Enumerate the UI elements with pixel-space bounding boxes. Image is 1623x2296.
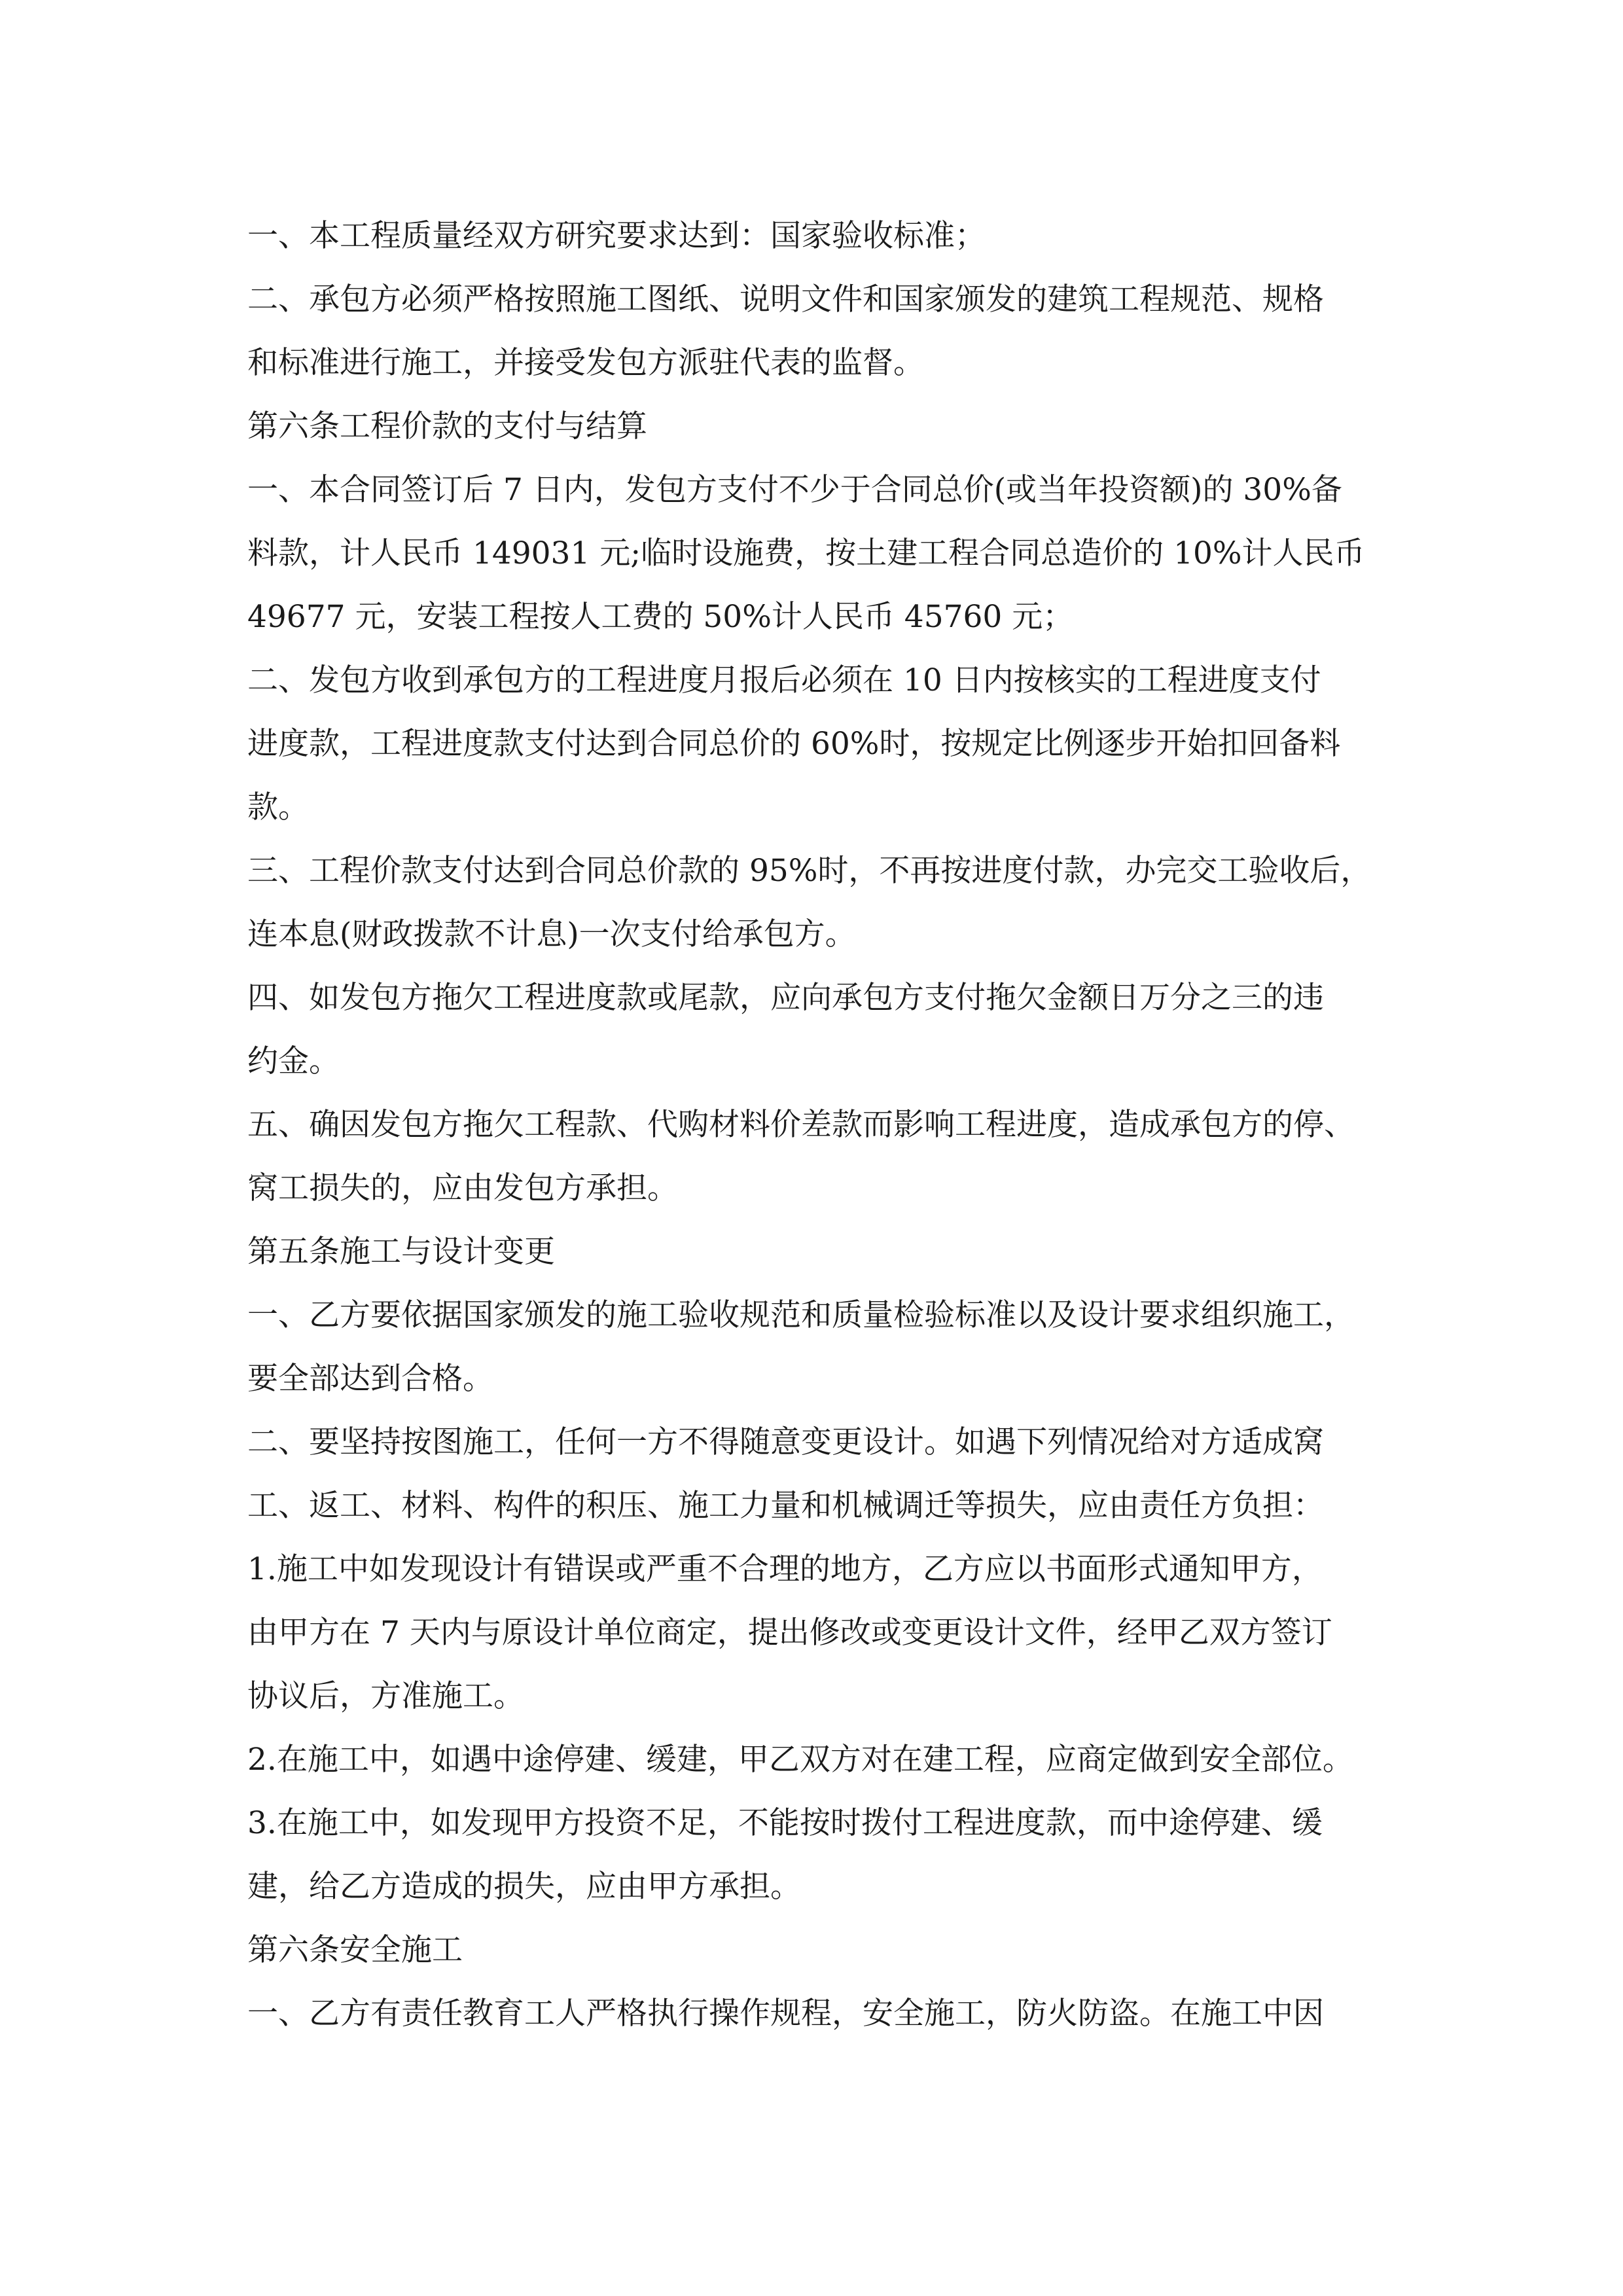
text-line: 约金。 <box>247 1043 340 1079</box>
text-line: 工、返工、材料、构件的积压、施工力量和机械调迁等损失，应由责任方负担： <box>247 1488 1324 1524</box>
text-line: 一、本合同签订后 7 日内，发包方支付不少于合同总价(或当年投资额)的 30%备 <box>247 472 1342 508</box>
text-line: 连本息(财政拨款不计息)一次支付给承包方。 <box>247 916 856 952</box>
text-line: 五、确因发包方拖欠工程款、代购材料价差款而影响工程进度，造成承包方的停、 <box>247 1107 1355 1143</box>
text-line: 建，给乙方造成的损失，应由甲方承担。 <box>247 1869 801 1905</box>
text-line: 三、工程价款支付达到合同总价款的 95%时，不再按进度付款，办完交工验收后， <box>247 853 1372 889</box>
text-line: 2.在施工中，如遇中途停建、缓建，甲乙双方对在建工程，应商定做到安全部位。 <box>247 1742 1353 1778</box>
section-heading: 第六条工程价款的支付与结算 <box>247 408 647 444</box>
text-line: 进度款，工程进度款支付达到合同总价的 60%时，按规定比例逐步开始扣回备料 <box>247 726 1341 762</box>
text-line: 1.施工中如发现设计有错误或严重不合理的地方，乙方应以书面形式通知甲方， <box>247 1551 1323 1587</box>
text-line: 和标准进行施工，并接受发包方派驻代表的监督。 <box>247 345 924 381</box>
text-line: 一、乙方要依据国家颁发的施工验收规范和质量检验标准以及设计要求组织施工， <box>247 1297 1355 1333</box>
text-line: 二、发包方收到承包方的工程进度月报后必须在 10 日内按核实的工程进度支付 <box>247 662 1321 698</box>
text-line: 四、如发包方拖欠工程进度款或尾款，应向承包方支付拖欠金额日万分之三的违 <box>247 980 1324 1016</box>
text-line: 要全部达到合格。 <box>247 1361 493 1397</box>
document-body <box>247 204 1386 2045</box>
text-line: 窝工损失的，应由发包方承担。 <box>247 1170 678 1206</box>
section-heading: 第六条安全施工 <box>247 1932 463 1968</box>
text-line: 二、承包方必须严格按照施工图纸、说明文件和国家颁发的建筑工程规范、规格 <box>247 281 1324 317</box>
text-line: 二、要坚持按图施工，任何一方不得随意变更设计。如遇下列情况给对方适成窝 <box>247 1424 1324 1460</box>
text-line: 款。 <box>247 789 309 825</box>
text-line: 3.在施工中，如发现甲方投资不足，不能按时拨付工程进度款，而中途停建、缓 <box>247 1805 1323 1841</box>
text-line: 协议后，方准施工。 <box>247 1678 524 1714</box>
text-line: 一、本工程质量经双方研究要求达到：国家验收标准； <box>247 218 986 254</box>
text-line: 料款，计人民币 149031 元;临时设施费，按土建工程合同总造价的 10%计人民币 <box>247 535 1365 571</box>
text-line: 由甲方在 7 天内与原设计单位商定，提出修改或变更设计文件，经甲乙双方签订 <box>247 1615 1332 1651</box>
section-heading: 第五条施工与设计变更 <box>247 1234 555 1270</box>
text-line: 49677 元，安装工程按人工费的 50%计人民币 45760 元； <box>247 599 1074 635</box>
text-line: 一、乙方有责任教育工人严格执行操作规程，安全施工，防火防盗。在施工中因 <box>247 1996 1324 2032</box>
